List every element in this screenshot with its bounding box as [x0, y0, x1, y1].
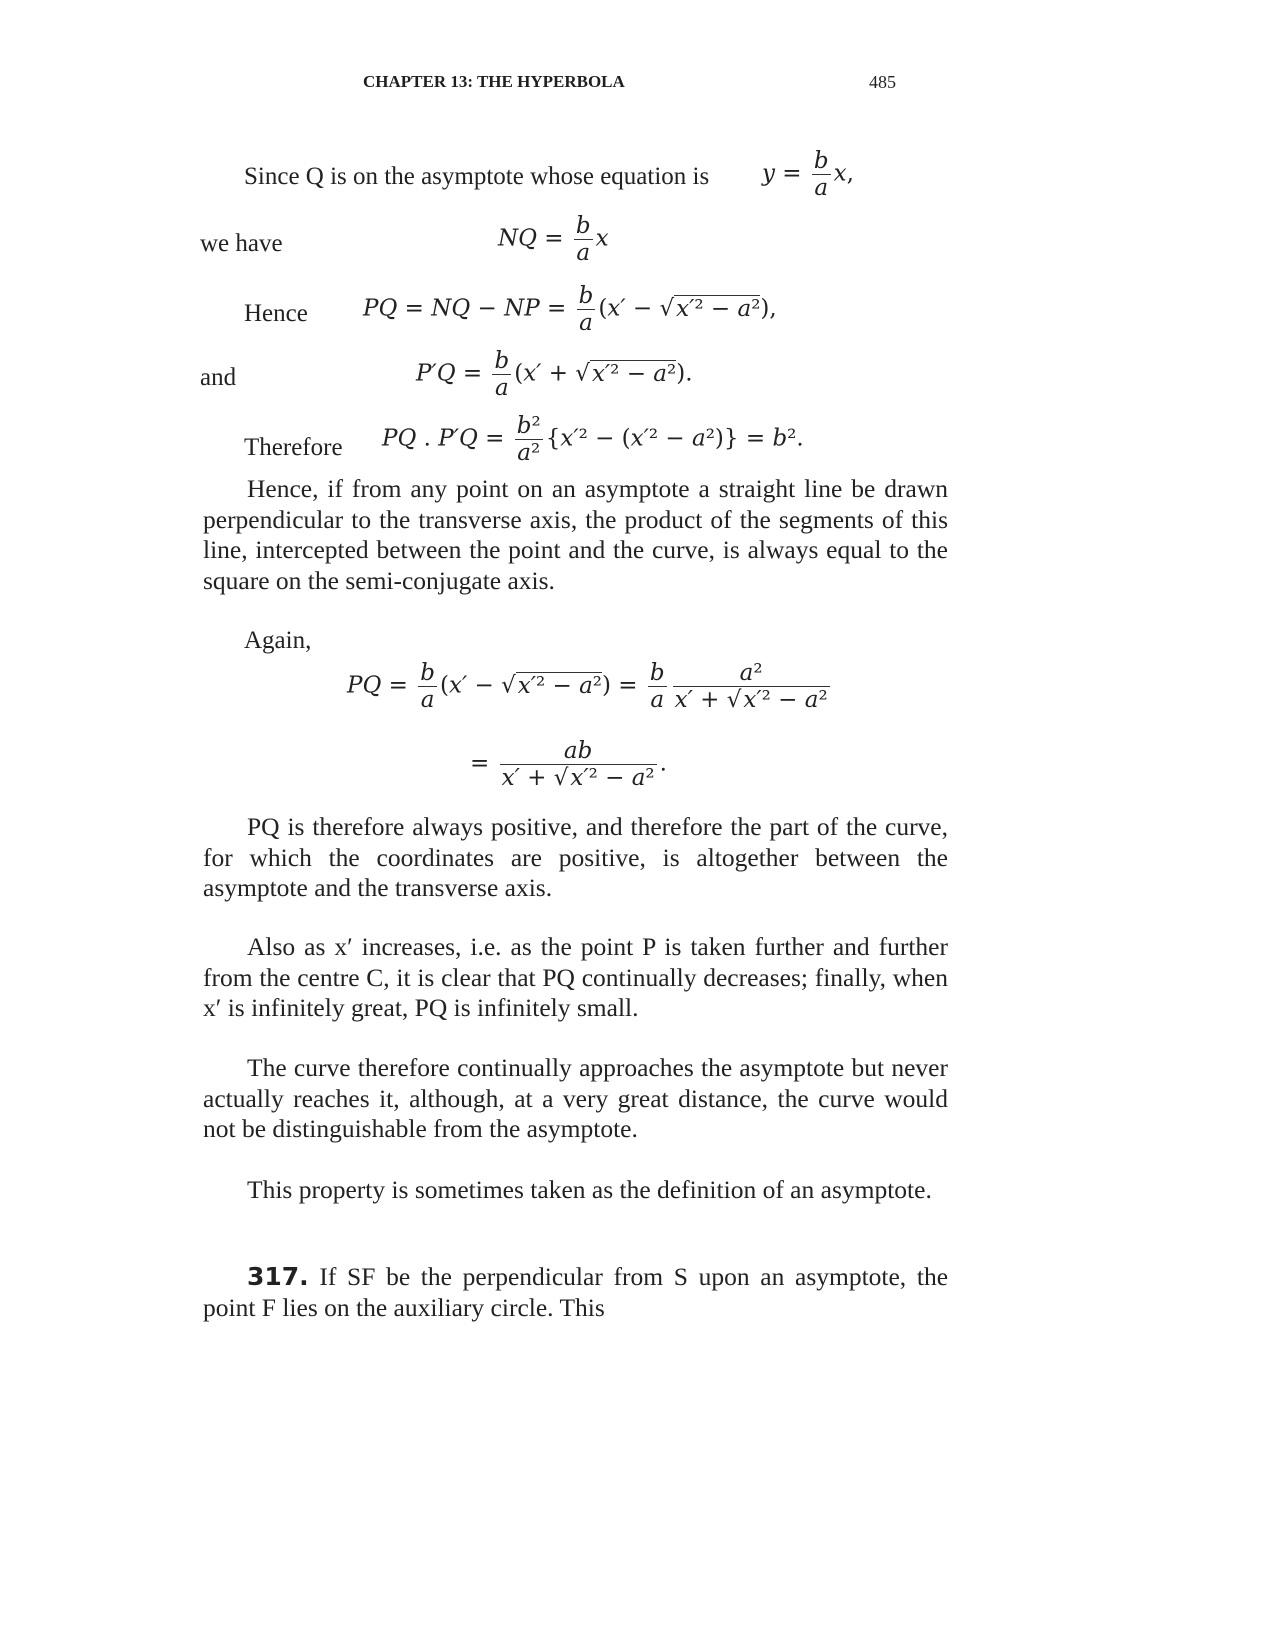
line5-equation: PQ . P′Q = $\frac{\text{b²}}{\text{a²}}$ {x′² − (x′² − a²)} = b².	[382, 413, 804, 466]
section-number: 317.	[247, 1262, 309, 1291]
page-header	[0, 72, 1275, 98]
chapter-title: CHAPTER 13: THE HYPERBOLA	[363, 72, 625, 91]
line4-equation: P′Q = $\frac{b}{a}$ (x′ + √x′² − a²).	[416, 348, 693, 401]
paragraph-2	[203, 812, 948, 904]
page-number: 485	[869, 72, 896, 92]
again-equation-1: PQ = $\frac{b}{a}$ (x′ − √x′² − a²) = $\frac{b}{a}$ $\frac{\text{a²}}{\text{x′ + √x′² − a²}}$	[347, 660, 828, 713]
paragraph-1	[203, 474, 948, 596]
paragraph-3	[203, 932, 948, 1024]
paragraph-5	[203, 1175, 948, 1206]
again-label: Again,	[244, 627, 312, 654]
again-equation-2: = $\frac{ab}{\text{x′ + √x′² − a²}}$ .	[470, 738, 667, 791]
line5-label: Therefore	[244, 434, 343, 461]
line3-label: Hence	[244, 300, 308, 327]
paragraph-4	[203, 1053, 948, 1145]
paragraph-5-text: This property is sometimes taken as the definition of an asymptote.	[247, 1175, 932, 1204]
paragraph-3-text: Also as x′ increases, i.e. as the point P is taken further and further from the centre C, it is clear that PQ continually decreases; finally, when x′ is infinitely great, PQ is infinitely small.	[203, 932, 948, 1022]
line1-text	[244, 163, 709, 191]
line2-equation: NQ = $\frac{b}{a}$ x	[498, 213, 609, 266]
section-text: If SF be the perpendicular from S upon an asymptote, the point F lies on the auxiliary circle. This	[203, 1262, 949, 1322]
paragraph-1-text: Hence, if from any point on an asymptote a straight line be drawn perpendicular to the transverse axis, the product of the segments of this line, intercepted between the point and the curve, is always equal to the square on the semi-conjugate axis.	[203, 474, 948, 595]
paragraph-2-text: PQ is therefore always positive, and therefore the part of the curve, for which the coordinates are positive, is altogether between the asymptote and the transverse axis.	[203, 812, 948, 902]
line1-equation: y = $\frac{b}{a}$ x,	[762, 148, 854, 201]
line3-equation: PQ = NQ − NP = $\frac{b}{a}$ (x′ − √x′² − a²),	[363, 283, 777, 336]
section-317	[203, 1262, 948, 1323]
line1-sentence: Since Q is on the asymptote whose equation is	[244, 163, 710, 190]
line4-label: and	[200, 364, 237, 391]
line2-label: we have	[200, 230, 283, 257]
paragraph-4-text: The curve therefore continually approaches the asymptote but never actually reaches it, although, at a very great distance, the curve would not be distinguishable from the asymptote.	[203, 1053, 948, 1143]
